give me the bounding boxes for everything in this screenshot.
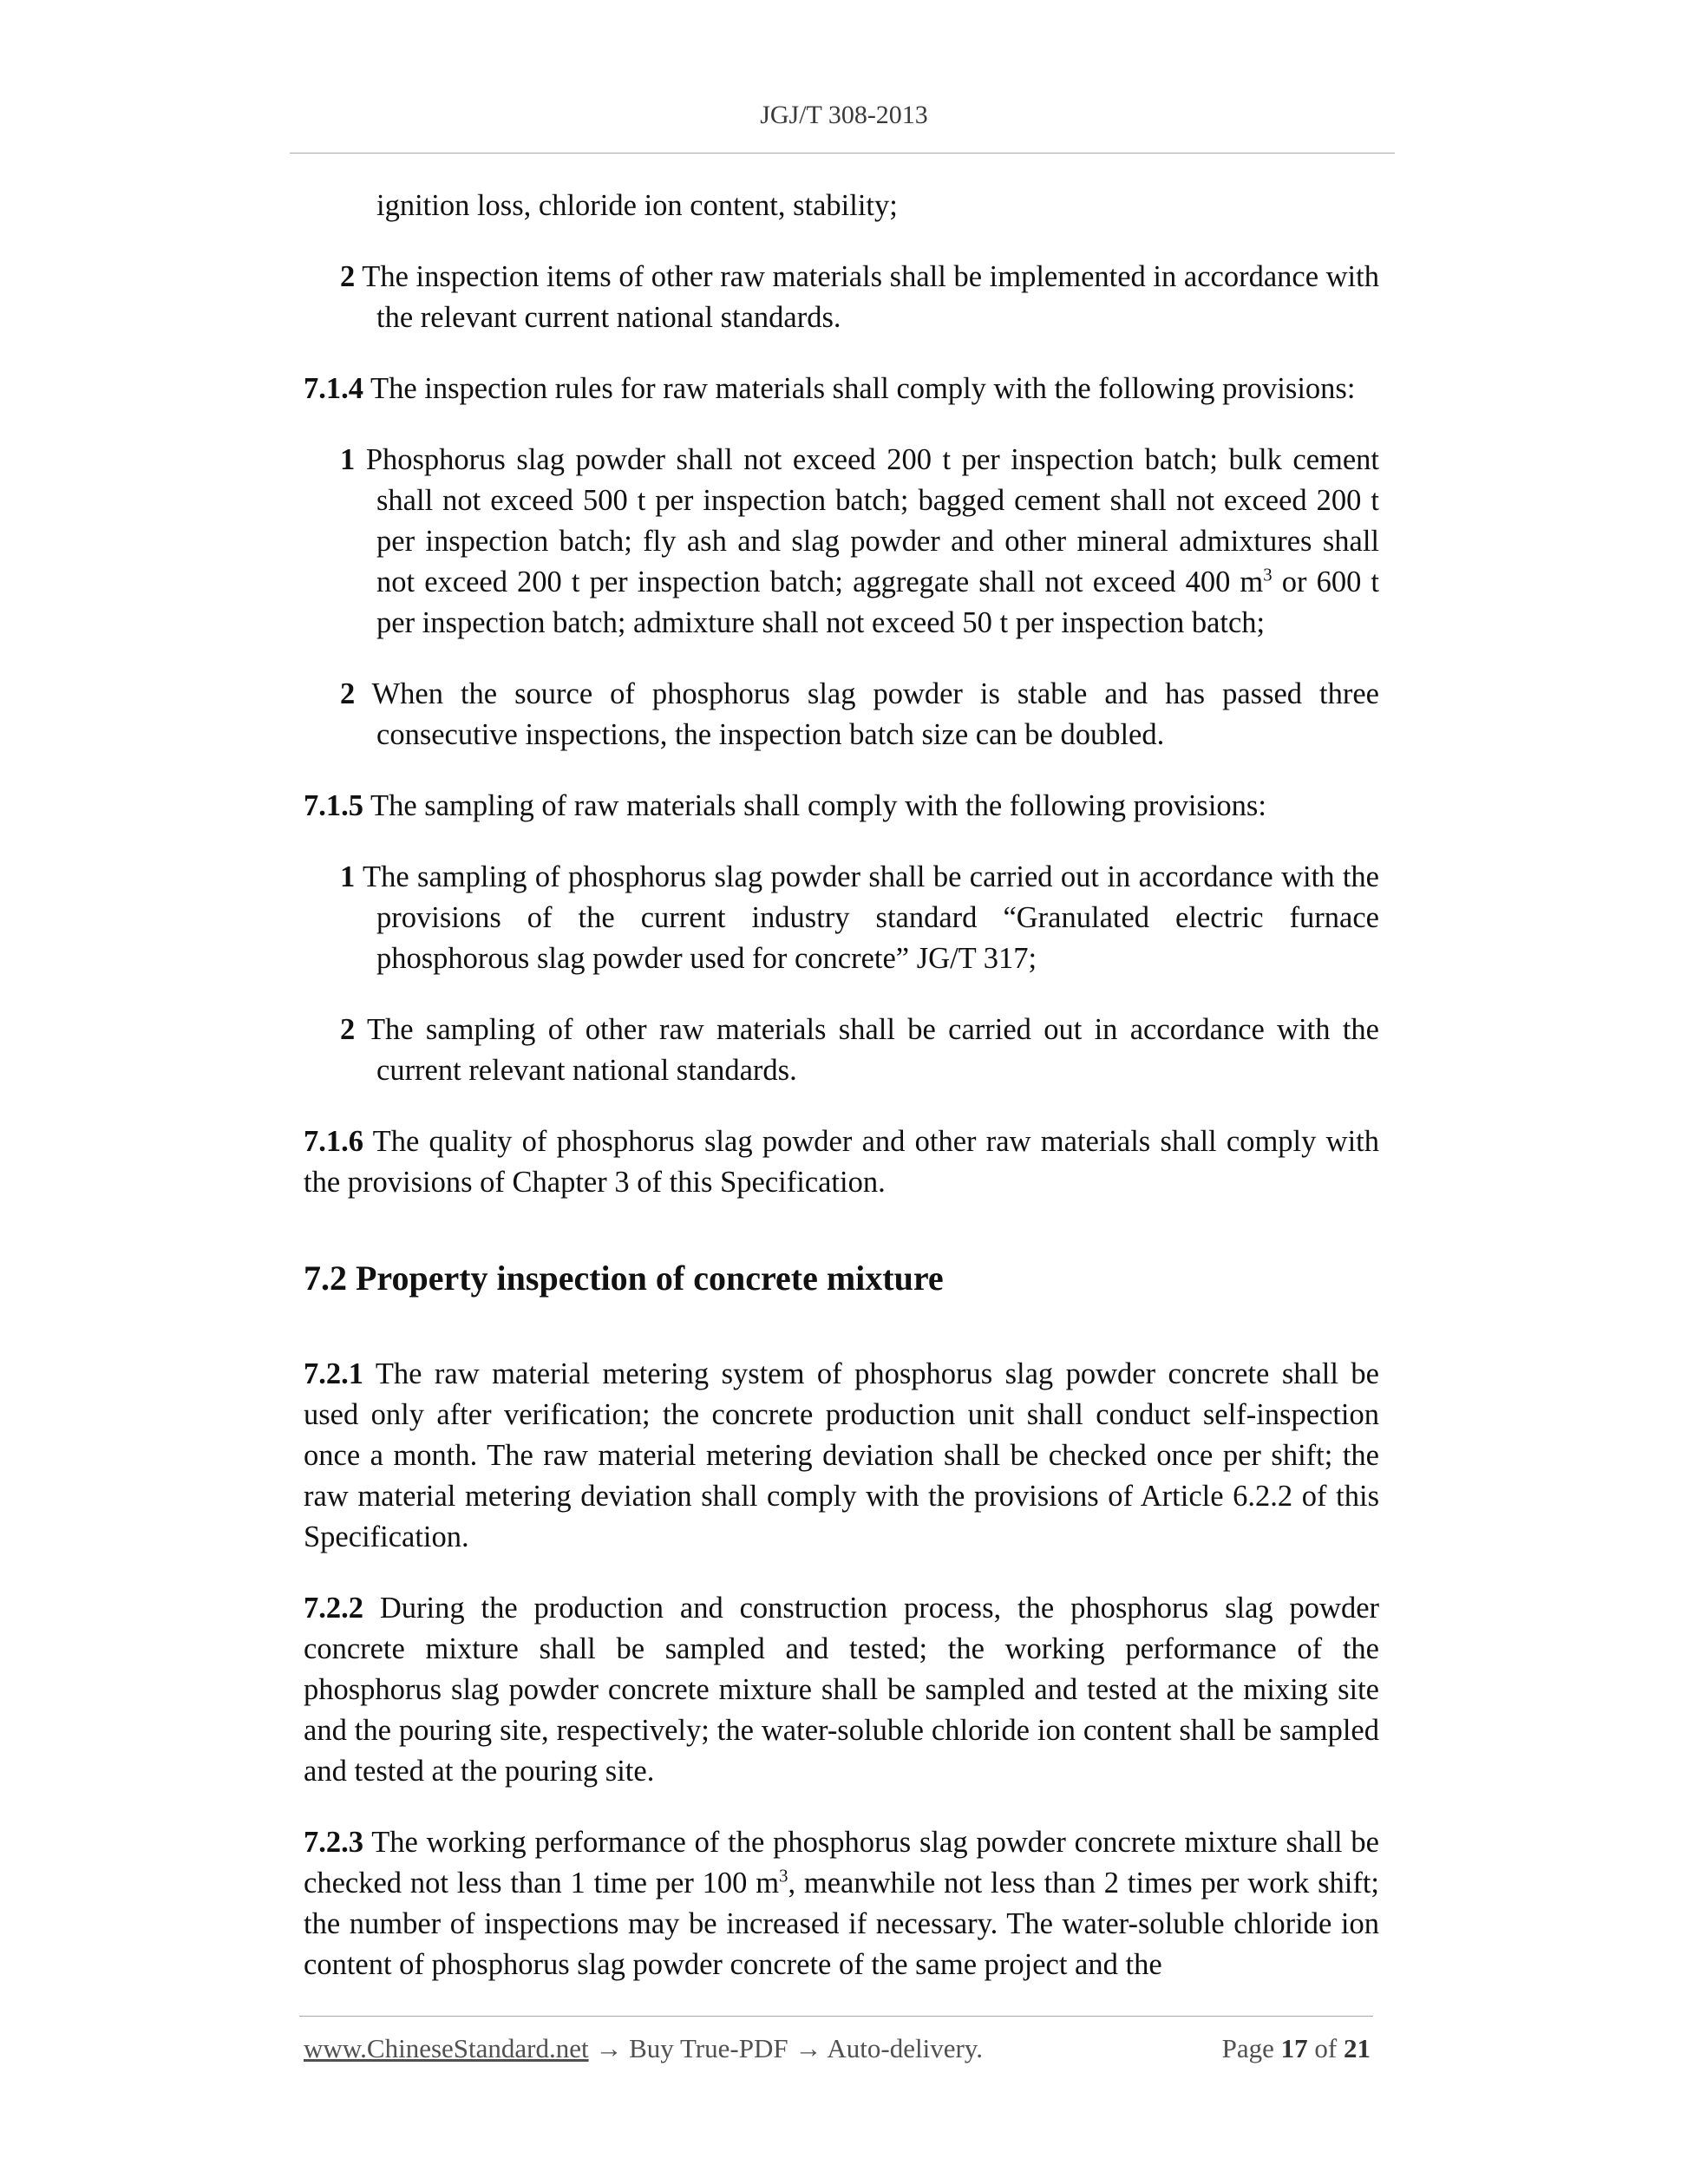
clause-text: The sampling of raw materials shall comply with the following provisions: <box>370 789 1266 822</box>
clause-7-1-5 <box>304 786 1379 827</box>
item-number: 2 <box>340 1013 356 1046</box>
auto-delivery-text: Auto-delivery. <box>827 2033 984 2063</box>
section-heading: 7.2 Property inspection of concrete mixture <box>304 1259 944 1298</box>
item-text: The sampling of phosphorus slag powder shall be carried out in accordance with the provisions of the current industry standard “Granulated electric furnace phosphorous slag powder used for concrete” JG/T 317; <box>363 860 1379 975</box>
clause-number: 7.2.1 <box>304 1357 363 1390</box>
clause-7-1-4 <box>304 369 1379 409</box>
list-item <box>304 857 1379 979</box>
paragraph-text: ignition loss, chloride ion content, stability; <box>376 189 898 222</box>
item-text: Phosphorus slag powder shall not exceed 200 t per inspection batch; bulk cement shall not exceed 500 t per inspection batch; bagged cement shall not exceed 200 t per inspection batch; fly ash and slag powder and other mineral admixtures shall not exceed 200 t per inspection batch; aggregate shall not exceed 400 m <box>365 443 1380 598</box>
list-item <box>304 1010 1379 1091</box>
clause-7-2-3 <box>304 1822 1379 1985</box>
clause-7-2-1 <box>304 1354 1379 1558</box>
clause-text: , meanwhile not less than 2 times per work shift; the number of inspections may be increased if necessary. The water-soluble chloride ion content of phosphorus slag powder concrete of the same project and the <box>304 1867 1379 1981</box>
document-code-header: JGJ/T 308-2013 <box>760 101 928 129</box>
clause-number: 7.2.2 <box>304 1592 363 1625</box>
header-divider <box>290 153 1395 154</box>
arrow-icon: → <box>595 2033 623 2063</box>
page-total: 21 <box>1344 2033 1371 2063</box>
item-text: or 600 t per inspection batch; admixture shall not exceed 50 t per inspection batch; <box>376 566 1380 639</box>
clause-7-2-2 <box>304 1588 1379 1792</box>
clause-number: 7.1.6 <box>304 1125 363 1158</box>
clause-text: The quality of phosphorus slag powder and other raw materials shall comply with the provisions of Chapter 3 of this Specification. <box>304 1125 1379 1199</box>
superscript: 3 <box>1263 566 1273 585</box>
arrow-icon: → <box>795 2033 822 2063</box>
clause-text: During the production and construction process, the phosphorus slag powder concrete mixture shall be sampled and tested; the working performance of the phosphorus slag powder concrete mixture shall be sampled and tested at the mixing site and the pouring site, respectively; the water-soluble chloride ion content shall be sampled and tested at the pouring site. <box>304 1592 1379 1788</box>
list-item <box>304 440 1379 644</box>
item-number: 1 <box>340 443 356 476</box>
item-text: The inspection items of other raw materials shall be implemented in accordance with the relevant current national standards. <box>362 260 1379 334</box>
item-text: The sampling of other raw materials shall be carried out in accordance with the current relevant national standards. <box>366 1013 1379 1087</box>
website-link[interactable]: www.ChineseStandard.net <box>304 2033 589 2063</box>
clause-number: 7.1.4 <box>304 372 363 405</box>
superscript: 3 <box>779 1867 788 1886</box>
buy-pdf-text: Buy True-PDF <box>629 2033 788 2063</box>
clause-number: 7.1.5 <box>304 789 363 822</box>
list-item <box>304 674 1379 755</box>
page-body <box>304 186 1379 2016</box>
item-text: When the source of phosphorus slag powder is stable and has passed three consecutive inspections, the inspection batch size can be doubled. <box>371 677 1379 751</box>
list-item <box>304 257 1379 338</box>
of-label: of <box>1314 2033 1338 2063</box>
item-number: 2 <box>340 677 356 710</box>
footer-divider <box>299 2016 1373 2017</box>
page-label: Page <box>1221 2033 1274 2063</box>
clause-text: The inspection rules for raw materials shall comply with the following provisions: <box>370 372 1356 405</box>
clause-number: 7.2.3 <box>304 1826 363 1859</box>
page-number: 17 <box>1280 2033 1308 2063</box>
footer-promo <box>304 2033 983 2064</box>
continuation-text <box>304 186 1379 226</box>
clause-text: The working performance of the phosphorus slag powder concrete mixture shall be checked not less than 1 time per 100 m <box>304 1826 1379 1900</box>
page-indicator <box>1222 2033 1371 2064</box>
clause-text: The raw material metering system of phosphorus slag powder concrete shall be used only after verification; the concrete production unit shall conduct self-inspection once a month. The raw material metering deviation shall be checked once per shift; the raw material metering deviation shall comply with the provisions of Article 6.2.2 of this Specification. <box>304 1357 1379 1553</box>
item-number: 2 <box>340 260 356 293</box>
clause-7-1-6 <box>304 1121 1379 1203</box>
item-number: 1 <box>340 860 356 893</box>
